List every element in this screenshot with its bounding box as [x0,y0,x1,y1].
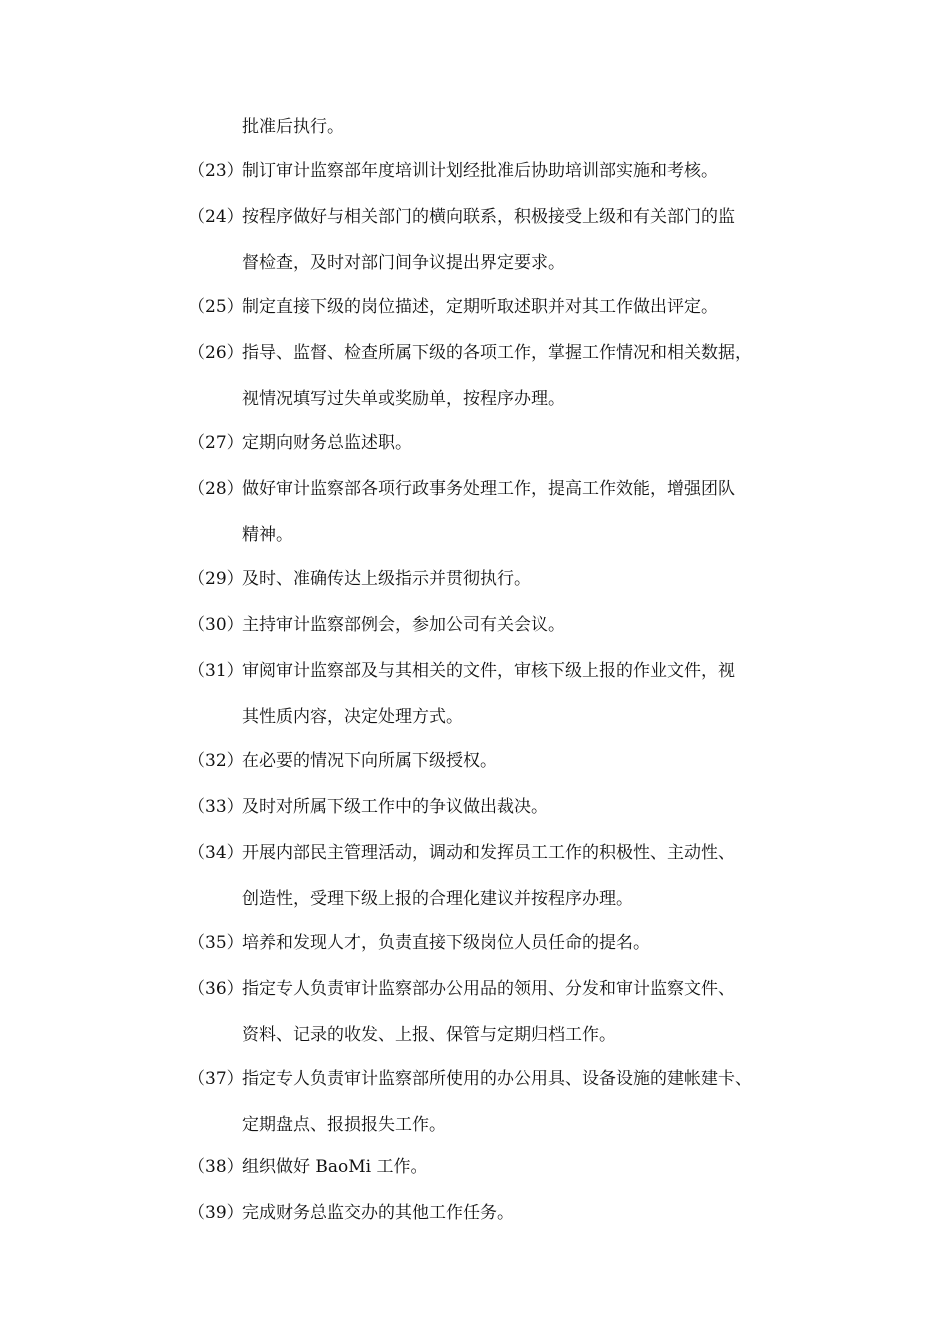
item-text-line: 督检查，及时对部门间争议提出界定要求。 [242,253,565,273]
item-number: （30） [188,615,244,635]
item-text-line: 定期向财务总监述职。 [242,433,412,453]
item-number: （26） [188,343,244,363]
item-text-line: 培养和发现人才，负责直接下级岗位人员任命的提名。 [242,933,650,953]
item-number: （31） [188,661,244,681]
item-number: （39） [188,1203,244,1223]
item-number: （34） [188,843,244,863]
item-text-line: 其性质内容，决定处理方式。 [242,707,463,727]
item-number: （28） [188,479,244,499]
item-text-line: 批准后执行。 [242,117,344,137]
item-text-line: 制订审计监察部年度培训计划经批准后协助培训部实施和考核。 [242,161,718,181]
item-text-line: 视情况填写过失单或奖励单，按程序办理。 [242,389,565,409]
item-text-line: 主持审计监察部例会，参加公司有关会议。 [242,615,565,635]
item-number: （24） [188,207,244,227]
item-number: （25） [188,297,244,317]
item-number: （32） [188,751,244,771]
item-number: （36） [188,979,244,999]
item-text-line: 在必要的情况下向所属下级授权。 [242,751,497,771]
item-number: （23） [188,161,244,181]
item-number: （29） [188,569,244,589]
item-text-line: 创造性，受理下级上报的合理化建议并按程序办理。 [242,889,633,909]
item-text-line: 指定专人负责审计监察部办公用品的领用、分发和审计监察文件、 [242,979,735,999]
item-number: （35） [188,933,244,953]
item-text-line: 及时、准确传达上级指示并贯彻执行。 [242,569,531,589]
item-number: （38） [188,1157,244,1177]
item-number: （33） [188,797,244,817]
item-text-line: 组织做好 BaoMi 工作。 [242,1157,428,1177]
item-number: （27） [188,433,244,453]
item-text-line: 定期盘点、报损报失工作。 [242,1115,446,1135]
item-text-line: 资料、记录的收发、上报、保管与定期归档工作。 [242,1025,616,1045]
item-text-line: 精神。 [242,525,293,545]
item-text-line: 做好审计监察部各项行政事务处理工作，提高工作效能，增强团队 [242,479,735,499]
item-number: （37） [188,1069,244,1089]
item-text-line: 指定专人负责审计监察部所使用的办公用具、设备设施的建帐建卡、 [242,1069,752,1089]
item-text-line: 及时对所属下级工作中的争议做出裁决。 [242,797,548,817]
item-text-line: 完成财务总监交办的其他工作任务。 [242,1203,514,1223]
item-text-line: 开展内部民主管理活动，调动和发挥员工工作的积极性、主动性、 [242,843,735,863]
item-text-line: 审阅审计监察部及与其相关的文件，审核下级上报的作业文件，视 [242,661,735,681]
item-text-line: 按程序做好与相关部门的横向联系，积极接受上级和有关部门的监 [242,207,735,227]
item-text-line: 指导、监督、检查所属下级的各项工作，掌握工作情况和相关数据， [242,343,752,363]
item-text-line: 制定直接下级的岗位描述，定期听取述职并对其工作做出评定。 [242,297,718,317]
